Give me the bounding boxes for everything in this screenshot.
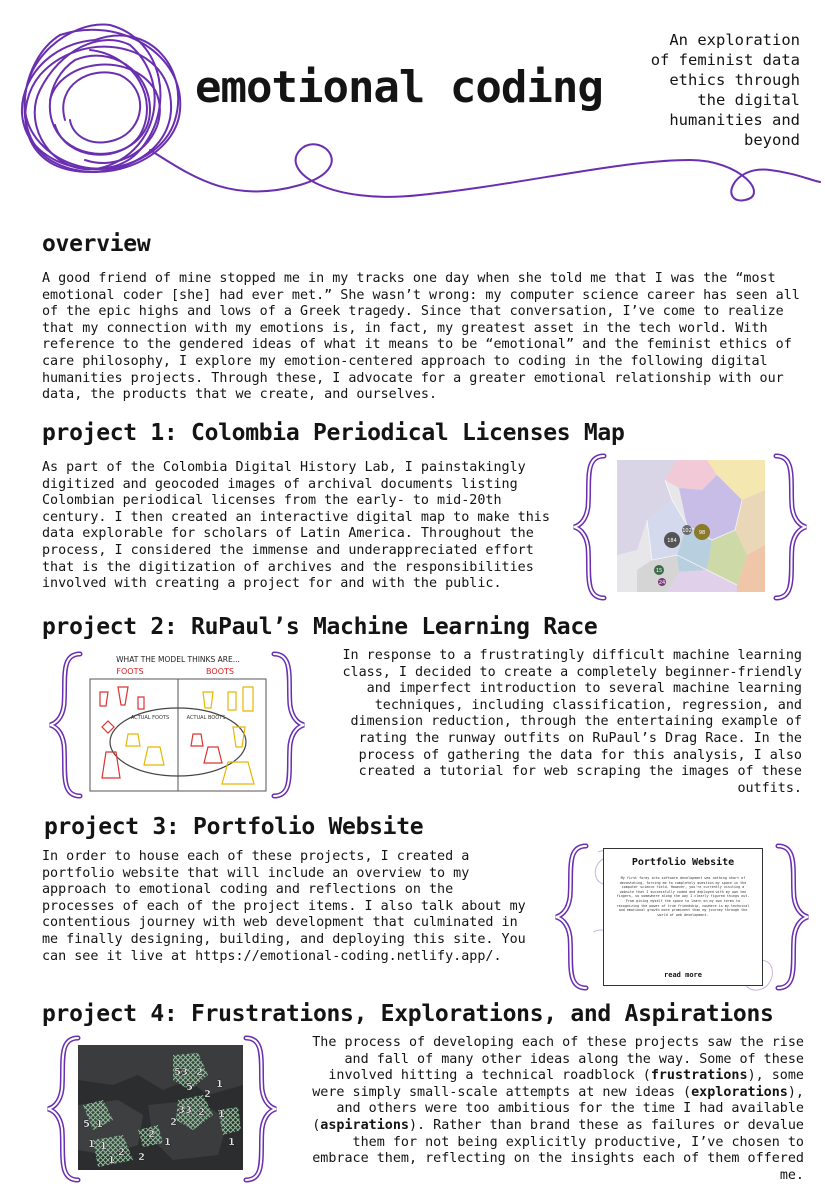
explorations-term: explorations xyxy=(691,1084,788,1100)
map-number: 2 xyxy=(196,1067,203,1078)
right-brace-icon xyxy=(770,452,810,602)
overview-heading: overview xyxy=(42,231,151,257)
map-number: 2 xyxy=(148,1129,155,1140)
portfolio-card-thumbnail xyxy=(593,842,773,992)
left-brace-icon xyxy=(570,452,610,602)
map-number: 2 xyxy=(204,1089,211,1100)
map-number: 33 xyxy=(178,1105,192,1116)
sketch-inner-left: ACTUAL FOOTS xyxy=(130,715,170,721)
map-number: 5 xyxy=(186,1082,193,1093)
aspirations-term: aspirations xyxy=(320,1117,409,1133)
map-number: 2 xyxy=(138,1152,145,1163)
project3-heading: project 3: Portfolio Website xyxy=(44,814,424,840)
map-marker: 102 xyxy=(682,528,692,534)
map-marker: 15 xyxy=(655,568,663,574)
map-number: 2 xyxy=(198,1107,205,1118)
sketch-left-label: FOOTS xyxy=(116,667,144,676)
portfolio-card xyxy=(603,848,763,986)
read-more-link[interactable]: read more xyxy=(664,971,702,979)
right-brace-icon xyxy=(772,842,812,992)
overview-body: A good friend of mine stopped me in my tracks one day when she told me that I was the “most emotional coder [she] had ever met.” She wasn’t wrong: my computer science career has seen all of the epic highs and lows of a Greek tragedy. Since that conversation, I’ve come to realize that my connection with my emotions is, in fact, my greatest asset in the tech world. With reference to the gendered ideas of what it means to be “emotional” and the feminist ethics of care philosophy, I explore my emotion-centered approach to coding in the following digital humanities projects. Through these, I advocate for a greater emotional relationship with our data, the products that we create, and ourselves. xyxy=(42,271,800,403)
map-number: 1 xyxy=(228,1137,235,1148)
project2-heading: project 2: RuPaul’s Machine Learning Race xyxy=(42,614,598,640)
drag-race-sketch-thumbnail xyxy=(88,652,268,792)
project2-body: In response to a frustratingly difficult machine learning class, I decided to create a completely beginner-friendly and imperfect introduction to several machine learning techniques, including classification, regression, and dimension reduction, through the entertaining example of rating the runway outfits on RuPaul’s Drag Race. In the process of gathering the data for this analysis, I also created a tutorial for web scraping the images of these outfits. xyxy=(342,648,802,796)
map-number: 2 xyxy=(170,1117,177,1128)
portfolio-card-title: Portfolio Website xyxy=(631,857,735,868)
project1-body: As part of the Colombia Digital History Lab, I painstakingly digitized and geocoded images of archival documents listing Colombian periodical licenses from the early- to mid-20th century. I then created an interactive digital map to make this data explorable for scholars of Latin America. Throughout the process, I considered the immense and underappreciated effort that is the digitization of archives and the responsibilities involved with creating a project for and with the public. xyxy=(42,460,550,592)
page-title: emotional coding xyxy=(195,62,603,113)
tagline: An exploration of feminist data ethics through the digital humanities and beyond xyxy=(650,31,800,149)
project4-body: The process of developing each of these projects saw the rise and fall of many other ideas along the way. Some of these involved hitting a technical roadblock (frustrations), some were simply small-scale attempts at new ideas (explorations), and others were too ambitious for the time I had available (aspirations). Rather than brand these as failures or devalue them for not being explicitly productive, I’ve chosen to embrace them, reflecting on the insights each of them offered me. xyxy=(312,1035,804,1183)
right-brace-icon xyxy=(268,650,308,800)
map-number: 1 xyxy=(96,1119,103,1130)
map-number: 1 xyxy=(216,1079,223,1090)
sketch-right-label: BOOTS xyxy=(206,667,234,676)
map-number: 1 xyxy=(88,1139,95,1150)
map-number: 1 xyxy=(100,1141,107,1152)
sketch-inner-right: ACTUAL BOOTS xyxy=(186,715,226,721)
project1-heading: project 1: Colombia Periodical Licenses Map xyxy=(42,420,625,446)
map-marker: 98 xyxy=(698,530,706,536)
map-number: 1 xyxy=(164,1137,171,1148)
right-brace-icon xyxy=(240,1034,280,1184)
colombia-map-thumbnail xyxy=(617,460,765,592)
map-number: 1 xyxy=(218,1109,225,1120)
sketch-title: WHAT THE MODEL THINKS ARE... xyxy=(116,655,240,664)
portfolio-card-text: My first foray into software development was nothing short of devastating, forcing me to completely question my space in the computer science field. However, you're currently visiting a website that I successfully coded and deployed with my own ten fingers, so somewhere along the way I clearly figured things out. From giving myself the space to learn on my own terms to recognizing the power of true friendship, nowhere is my technical and emotional growth more prominent than my journey through the world of web development. xyxy=(616,876,750,917)
map-number: 53 xyxy=(174,1067,188,1078)
project3-body: In order to house each of these projects, I created a portfolio website that will include an overview to my approach to emotional coding and reflections on the processes of each of the project items. I also talk about my contentious journey with web development that culminated in me finally designing, building, and deploying this site. You can see it live at https://emotional-coding.netlify.app/. xyxy=(42,849,526,964)
map-number: 2 xyxy=(118,1147,125,1158)
project4-heading: project 4: Frustrations, Explorations, and Aspirations xyxy=(42,1001,774,1027)
frustrations-term: frustrations xyxy=(650,1068,748,1084)
left-brace-icon xyxy=(552,842,592,992)
map-marker: 24 xyxy=(658,580,666,586)
map-number: 5 xyxy=(83,1119,90,1130)
dark-map-thumbnail xyxy=(78,1045,243,1170)
left-brace-icon xyxy=(46,650,86,800)
map-marker: 184 xyxy=(667,538,677,544)
map-number: 1 xyxy=(108,1155,115,1166)
